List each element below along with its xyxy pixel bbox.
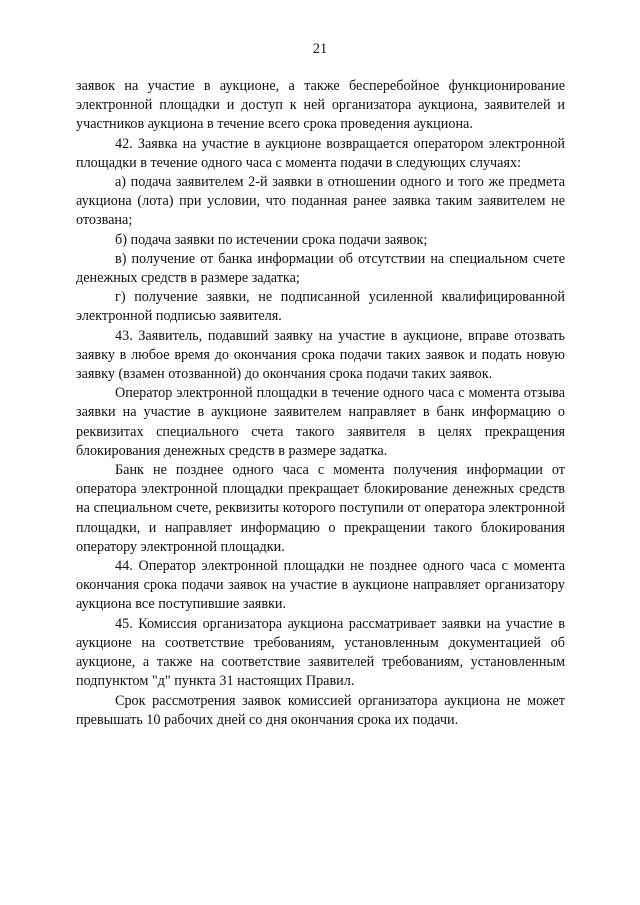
paragraph-bank-unblock: Банк не позднее одного часа с момента получения информации от оператора электронной площадки прекращает блокирование денежных средств на специальном счете, реквизиты которого поступили от оператора электронной площадки, и направляет информацию о прекращении такого блокирования оператору электронной площадки.: [76, 462, 565, 555]
paragraph-clause-42-v: в) получение от банка информации об отсутствии на специальном счете денежных средств в размере задатка;: [76, 250, 565, 287]
page-number: 21: [312, 41, 328, 57]
paragraph-clause-42-a: а) подача заявителем 2-й заявки в отношении одного и того же предмета аукциона (лота) при условии, что поданная ранее заявка таким заявителем не отозвана;: [76, 174, 565, 229]
document-body: [76, 77, 565, 730]
paragraph-clause-43: 43. Заявитель, подавший заявку на участие в аукционе, вправе отозвать заявку в любое время до окончания срока подачи таких заявок и подать новую заявку (взамен отозванной) до окончания срока подачи таких заявок.: [76, 327, 565, 383]
paragraph-review-term: Срок рассмотрения заявок комиссией организатора аукциона не может превышать 10 рабочих дней со дня окончания срока их подачи.: [76, 692, 565, 728]
paragraph-clause-42: 42. Заявка на участие в аукционе возвращается оператором электронной площадки в течение одного часа с момента подачи в следующих случаях:: [76, 135, 565, 171]
paragraph-operator-refund: Оператор электронной площадки в течение одного часа с момента отзыва заявки на участие в аукционе заявителем направляет в банк информацию о реквизитах специального счета такого заявителя в целях прекращения блокирования денежных средств в размере задатка.: [76, 385, 565, 459]
paragraph-continuation: заявок на участие в аукционе, а также бесперебойное функционирование электронной площадки и доступ к ней организатора аукциона, заявителей и участников аукциона в течение всего срока проведения аукциона.: [76, 78, 565, 133]
paragraph-clause-42-b: б) подача заявки по истечении срока подачи заявок;: [115, 231, 428, 248]
paragraph-clause-42-g: г) получение заявки, не подписанной усиленной квалифицированной электронной подписью заявителя.: [76, 289, 565, 325]
paragraph-clause-44: 44. Оператор электронной площадки не позднее одного часа с момента окончания срока подачи заявок на участие в аукционе направляет организатору аукциона все поступившие заявки.: [76, 558, 565, 613]
paragraph-clause-45: 45. Комиссия организатора аукциона рассматривает заявки на участие в аукционе на соответствие требованиям, установленным документацией об аукционе, а также на соответствие заявителей требованиям, установленным подпунктом "д" пункта 31 настоящих Правил.: [76, 615, 565, 690]
